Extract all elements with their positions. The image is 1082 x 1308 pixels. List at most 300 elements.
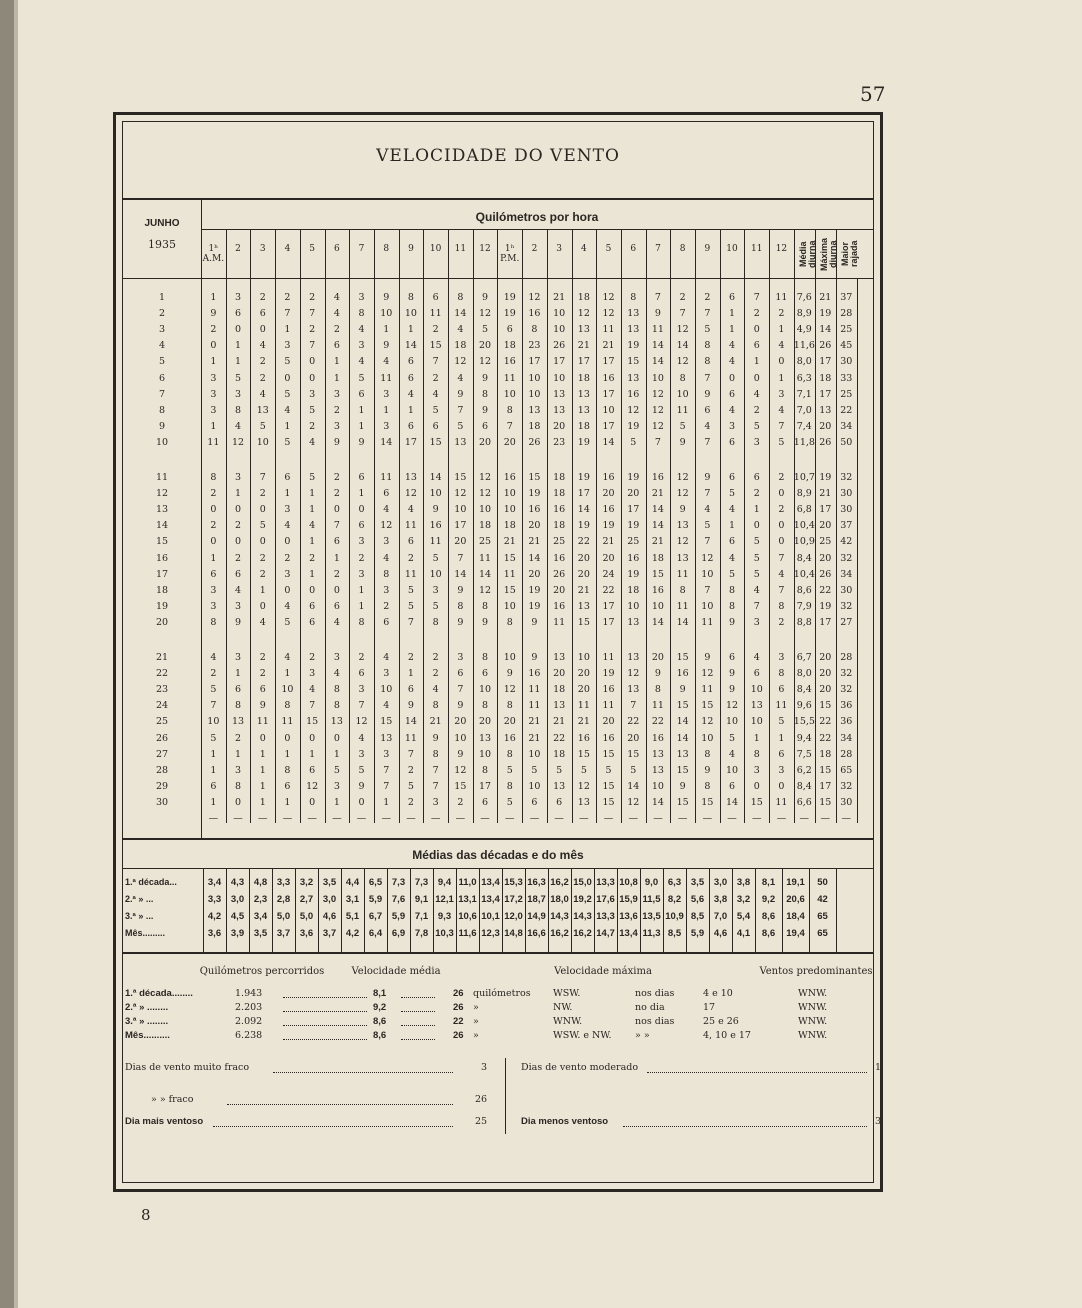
table-cell: 4 — [284, 520, 291, 532]
table-cell: 11 — [256, 716, 269, 728]
average-cell: 3,0 — [322, 894, 337, 905]
table-cell: 9,4 — [796, 732, 812, 744]
table-cell: 12 — [355, 716, 368, 728]
table-cell: 15 — [503, 584, 516, 596]
table-cell: 12 — [676, 536, 689, 548]
table-cell: 26 — [553, 568, 566, 580]
table-cell: 14 — [627, 780, 640, 792]
table-cell: 3 — [210, 388, 217, 400]
vmax-days: 4 e 10 — [703, 988, 733, 999]
day-label: 11 — [155, 472, 169, 483]
table-cell: 7 — [704, 536, 711, 548]
table-cell: 8 — [704, 748, 711, 760]
table-cell: 2 — [753, 404, 760, 416]
table-cell: 9 — [679, 684, 686, 696]
table-cell: 13 — [553, 700, 566, 712]
table-cell: 5 — [531, 764, 538, 776]
leader-dots — [283, 997, 367, 998]
table-cell: 14 — [404, 716, 417, 728]
average-cell: 4,2 — [207, 911, 222, 922]
table-cell: 4 — [383, 700, 390, 712]
table-cell: 13 — [577, 404, 590, 416]
table-cell: 6 — [729, 292, 736, 303]
average-cell: 8,6 — [761, 911, 776, 922]
table-cell: 6,6 — [796, 796, 812, 808]
average-cell: 13,4 — [481, 894, 500, 905]
table-cell: 5 — [333, 764, 340, 776]
moderado-label: Dias de vento moderado — [521, 1062, 639, 1073]
table-cell: 6 — [235, 684, 242, 696]
table-cell: 8 — [235, 700, 242, 712]
table-cell: 2 — [333, 568, 340, 580]
table-cell: 4 — [333, 668, 340, 680]
table-cell: 5 — [729, 732, 736, 744]
km-value: 2.092 — [235, 1016, 263, 1027]
table-cell: 13 — [577, 388, 590, 400]
column-rule — [596, 230, 597, 278]
table-cell: 10 — [651, 780, 664, 792]
table-cell: 13 — [577, 600, 590, 612]
average-cell: 3,9 — [230, 928, 245, 939]
table-cell: 4 — [753, 388, 760, 400]
table-cell: 2 — [259, 372, 266, 384]
table-cell: 11 — [651, 700, 664, 712]
table-cell: 13 — [454, 436, 467, 448]
table-cell: 6 — [729, 436, 736, 448]
table-cell: 2 — [778, 616, 785, 628]
table-cell: 16 — [627, 552, 640, 564]
table-cell: 7 — [778, 584, 785, 596]
table-cell: 12 — [478, 584, 492, 596]
table-cell: 4 — [309, 436, 316, 448]
table-cell: 17 — [602, 388, 615, 400]
table-cell: 21 — [577, 584, 590, 596]
table-cell: 8 — [630, 292, 637, 303]
hour-header: 4 — [580, 244, 587, 254]
table-cell: 5 — [457, 420, 464, 432]
leader-dots — [401, 1011, 435, 1012]
vmax-value: 26 — [453, 1030, 464, 1041]
table-cell: 14 — [725, 796, 739, 808]
table-cell: 0 — [210, 504, 217, 516]
average-cell: 10,8 — [619, 877, 638, 888]
average-cell: 13,4 — [619, 928, 638, 939]
table-cell: 1 — [383, 324, 390, 336]
table-cell: 11 — [651, 324, 664, 336]
table-cell: 21 — [553, 716, 566, 728]
vmax-header: Velocidade máxima — [554, 966, 652, 977]
table-cell: 8 — [482, 388, 489, 400]
table-cell: 8 — [654, 684, 661, 696]
dash-mark: — — [702, 812, 713, 824]
table-cell: 1 — [778, 372, 785, 384]
column-rule — [572, 278, 573, 823]
table-cell: 9,6 — [796, 700, 812, 712]
table-cell: 9 — [729, 616, 736, 628]
table-cell: 14 — [651, 504, 664, 516]
table-cell: 26 — [553, 340, 566, 352]
table-cell: 20 — [651, 652, 664, 663]
table-cell: 15 — [602, 796, 615, 808]
table-cell: 5 — [407, 780, 414, 792]
table-cell: 12 — [627, 404, 640, 416]
table-cell: 7,9 — [796, 600, 812, 612]
table-cell: 6 — [407, 536, 414, 548]
leader-dots — [213, 1126, 453, 1127]
day-label: 14 — [155, 520, 169, 532]
moderado-value: 1 — [875, 1062, 882, 1073]
table-cell: 15 — [676, 652, 689, 663]
table-cell: 6 — [531, 796, 538, 808]
table-cell: 13 — [553, 780, 566, 792]
average-cell: 8,5 — [690, 911, 705, 922]
table-cell: 7 — [309, 700, 316, 712]
table-cell: 17 — [602, 616, 615, 628]
table-cell: 1 — [778, 732, 785, 744]
leader-dots — [401, 1025, 435, 1026]
summary-label: Mês.......... — [125, 1030, 170, 1041]
table-cell: 18 — [819, 372, 832, 384]
vmax-days: 17 — [703, 1002, 716, 1013]
table-cell: 3 — [235, 388, 242, 400]
table-cell: 1 — [358, 404, 365, 416]
table-cell: 4 — [729, 552, 736, 564]
table-cell: 3 — [358, 292, 365, 303]
table-cell: 2 — [235, 520, 242, 532]
predominant-wind: WNW. — [798, 1016, 828, 1027]
table-cell: 3 — [210, 372, 217, 384]
table-cell: 4 — [729, 356, 736, 368]
table-cell: 16 — [651, 472, 664, 483]
average-cell: 3,4 — [253, 911, 268, 922]
table-cell: 3 — [358, 568, 365, 580]
table-cell: 20 — [819, 684, 832, 696]
average-cell: 3,1 — [345, 894, 360, 905]
column-rule — [325, 230, 326, 278]
table-cell: 10 — [429, 568, 442, 580]
average-cell: 16,3 — [527, 877, 546, 888]
table-cell: 15 — [429, 340, 442, 352]
dash-mark: — — [727, 812, 737, 824]
table-cell: 10 — [454, 504, 467, 516]
table-cell: 15 — [676, 796, 689, 808]
average-cell: 4,4 — [345, 877, 360, 888]
table-cell: 12 — [676, 324, 689, 336]
table-cell: 6 — [407, 372, 414, 384]
table-cell: 5 — [235, 372, 242, 384]
table-cell: 5 — [506, 764, 513, 776]
table-cell: 0 — [259, 600, 266, 612]
table-cell: 20 — [602, 716, 615, 728]
table-cell: 5 — [704, 324, 711, 336]
column-rule — [410, 868, 411, 952]
table-cell: 3 — [358, 536, 365, 548]
table-cell: 15 — [651, 568, 664, 580]
average-cell: 2,8 — [276, 894, 291, 905]
table-cell: 12 — [454, 764, 467, 776]
table-cell: 13 — [577, 796, 590, 808]
page-number: 57 — [860, 82, 886, 106]
table-cell: 14 — [528, 552, 541, 564]
table-cell: 10 — [503, 504, 516, 516]
table-cell: 10 — [627, 600, 640, 612]
table-cell: 11 — [775, 700, 788, 712]
table-cell: 1 — [333, 356, 340, 368]
table-cell: 11 — [775, 292, 788, 303]
vmed-header: Velocidade média — [351, 966, 441, 977]
table-cell: 0 — [235, 536, 242, 548]
table-cell: 2 — [333, 472, 340, 483]
table-cell: 2 — [358, 652, 365, 663]
column-rule — [201, 278, 202, 823]
table-cell: 7 — [704, 488, 711, 500]
table-cell: 1 — [309, 748, 316, 760]
table-cell: 10 — [750, 684, 763, 696]
average-cell: 19,2 — [573, 894, 592, 905]
group-header: Quilómetros por hora — [475, 210, 599, 224]
table-cell: 2 — [457, 796, 464, 808]
table-cell: 1 — [210, 292, 217, 303]
table-cell: 30 — [840, 488, 853, 500]
table-cell: 9 — [679, 780, 686, 792]
table-cell: 7 — [630, 700, 637, 712]
table-cell: 3 — [432, 796, 439, 808]
table-cell: 1 — [259, 584, 266, 596]
table-cell: 2 — [432, 652, 439, 663]
table-cell: 50 — [840, 436, 853, 448]
averages-top-rule — [123, 868, 873, 869]
table-cell: 15 — [454, 780, 467, 792]
table-cell: 4 — [729, 340, 736, 352]
table-cell: 9 — [531, 616, 538, 628]
table-cell: 8 — [506, 748, 513, 760]
table-cell: 11 — [404, 732, 417, 744]
table-cell: 12 — [528, 292, 541, 303]
table-cell: 0 — [309, 732, 316, 744]
dash-mark: — — [356, 812, 367, 824]
table-cell: 11 — [503, 372, 516, 384]
column-rule — [473, 278, 474, 823]
table-cell: 6 — [729, 536, 736, 548]
table-cell: 20 — [454, 716, 467, 728]
average-cell: 42 — [817, 894, 828, 905]
table-cell: 18 — [503, 340, 516, 352]
table-cell: 25 — [553, 536, 566, 548]
average-cell: 15,0 — [573, 877, 592, 888]
table-cell: 1 — [235, 356, 242, 368]
table-cell: 1 — [259, 764, 266, 776]
average-cell: 17,6 — [596, 894, 615, 905]
hour-header: 12 — [775, 244, 788, 254]
fraco-label: » » fraco — [151, 1094, 194, 1105]
table-cell: 26 — [819, 340, 832, 352]
column-rule — [686, 868, 687, 952]
average-cell: 5,6 — [690, 894, 705, 905]
table-cell: 1 — [333, 748, 340, 760]
table-cell: 18 — [454, 340, 467, 352]
table-cell: 8 — [482, 700, 489, 712]
table-cell: 13 — [553, 652, 566, 663]
table-cell: 11 — [429, 308, 442, 320]
table-cell: 11 — [553, 616, 566, 628]
average-cell: 7,3 — [414, 877, 429, 888]
table-cell: 9 — [432, 732, 439, 744]
table-cell: 6 — [407, 356, 414, 368]
day-label: 21 — [155, 652, 169, 663]
table-cell: 2 — [679, 292, 686, 303]
day-label: 20 — [155, 616, 169, 628]
table-cell: 2 — [309, 292, 316, 303]
table-cell: 9 — [482, 404, 489, 416]
summary-column-header: Maior rajada — [839, 240, 859, 268]
table-cell: 13 — [404, 472, 417, 483]
dash-mark: — — [579, 812, 589, 824]
table-cell: 14 — [676, 616, 689, 628]
table-cell: 9 — [457, 748, 464, 760]
table-cell: 2 — [333, 488, 340, 500]
table-cell: 9 — [457, 616, 464, 628]
table-cell: 5 — [259, 420, 266, 432]
table-cell: 20 — [553, 668, 566, 680]
average-cell: 18,7 — [527, 894, 546, 905]
table-cell: 19 — [528, 600, 541, 612]
table-cell: 0 — [333, 504, 340, 516]
column-rule — [479, 868, 480, 952]
column-rule — [755, 868, 756, 952]
table-cell: 11 — [478, 552, 492, 564]
table-cell: 13 — [676, 520, 689, 532]
average-cell: 15,3 — [504, 877, 523, 888]
table-cell: 2 — [407, 796, 414, 808]
table-cell: 12 — [602, 292, 615, 303]
vmax-when: no dia — [635, 1002, 665, 1013]
table-cell: 6 — [704, 404, 711, 416]
table-cell: 3 — [235, 472, 242, 483]
table-cell: 6 — [210, 568, 217, 580]
table-cell: 4 — [753, 652, 760, 663]
book-binding — [0, 0, 14, 1308]
vmax-direction: WSW. — [553, 988, 581, 999]
average-cell: 16,2 — [550, 928, 569, 939]
table-cell: 10 — [478, 748, 492, 760]
table-cell: 6,3 — [796, 372, 812, 384]
average-cell: 9,1 — [414, 894, 429, 905]
table-cell: 1 — [210, 796, 217, 808]
table-cell: 3 — [235, 652, 242, 663]
table-cell: 1 — [407, 404, 414, 416]
table-cell: 10 — [503, 388, 516, 400]
table-cell: 26 — [528, 436, 541, 448]
table-cell: 32 — [840, 472, 853, 483]
table-cell: 19 — [627, 520, 640, 532]
table-cell: 11 — [676, 600, 689, 612]
table-cell: 16 — [577, 732, 590, 744]
table-cell: 18 — [553, 520, 566, 532]
table-cell: 5 — [580, 764, 587, 776]
table-cell: 30 — [840, 796, 853, 808]
table-cell: 6 — [432, 420, 439, 432]
table-cell: 13 — [627, 324, 640, 336]
table-cell: 3 — [778, 764, 785, 776]
table-cell: 5 — [284, 388, 291, 400]
table-cell: 37 — [840, 292, 853, 303]
table-cell: 1 — [753, 504, 760, 516]
table-cell: 16 — [503, 356, 516, 368]
table-cell: 12 — [701, 716, 714, 728]
table-cell: 4 — [778, 568, 785, 580]
table-cell: 15 — [819, 700, 832, 712]
column-rule — [448, 230, 449, 278]
table-cell: 12 — [478, 472, 492, 483]
column-rule — [249, 868, 250, 952]
column-rule — [374, 230, 375, 278]
column-rule — [621, 278, 622, 823]
predominant-wind: WNW. — [798, 1030, 828, 1041]
table-cell: 14 — [454, 568, 467, 580]
table-cell: 0 — [259, 732, 266, 744]
table-cell: 8 — [432, 700, 439, 712]
table-cell: 19 — [577, 472, 590, 483]
table-cell: 6 — [753, 668, 760, 680]
table-cell: 10 — [429, 488, 442, 500]
column-rule — [522, 230, 523, 278]
table-cell: 11 — [380, 472, 393, 483]
table-cell: 9 — [679, 436, 686, 448]
table-cell: 12 — [478, 488, 492, 500]
table-cell: 28 — [840, 308, 853, 320]
summary-label: 2.ª » ........ — [125, 1002, 169, 1013]
hour-header: 5 — [605, 244, 612, 254]
table-cell: 4 — [407, 388, 414, 400]
day-label: 3 — [158, 324, 166, 336]
table-cell: 0 — [284, 584, 291, 596]
predominant-wind: WNW. — [798, 988, 828, 999]
table-cell: 6 — [358, 668, 365, 680]
table-cell: 24 — [602, 568, 615, 580]
column-rule — [782, 868, 783, 952]
table-cell: 3 — [235, 600, 242, 612]
table-cell: 21 — [651, 536, 664, 548]
table-cell: 5 — [753, 536, 760, 548]
table-cell: 15 — [627, 748, 640, 760]
table-cell: 2 — [259, 292, 266, 303]
hour-header: 9 — [408, 244, 414, 254]
table-cell: 14 — [478, 568, 492, 580]
column-rule — [295, 868, 296, 952]
table-cell: 11 — [528, 700, 541, 712]
table-cell: 14 — [819, 324, 832, 336]
average-cell: 4,6 — [713, 928, 728, 939]
table-cell: 6 — [358, 520, 365, 532]
table-cell: 14 — [454, 308, 467, 320]
table-cell: 5 — [753, 420, 760, 432]
table-cell: 6 — [753, 472, 760, 483]
table-cell: 0 — [210, 536, 217, 548]
km-header: Quilómetros percorridos — [199, 966, 325, 977]
table-cell: 5 — [358, 764, 365, 776]
table-cell: 10 — [380, 684, 393, 696]
column-rule — [497, 230, 498, 278]
average-cell: 7,8 — [414, 928, 429, 939]
table-cell: 6 — [729, 652, 736, 663]
table-cell: 5 — [753, 552, 760, 564]
table-cell: 1 — [753, 732, 760, 744]
table-cell: 7 — [309, 308, 316, 320]
table-cell: 1 — [358, 584, 365, 596]
table-cell: 11 — [602, 324, 615, 336]
table-cell: 14 — [404, 340, 417, 352]
menos-ventoso-value: 3 — [875, 1116, 882, 1127]
